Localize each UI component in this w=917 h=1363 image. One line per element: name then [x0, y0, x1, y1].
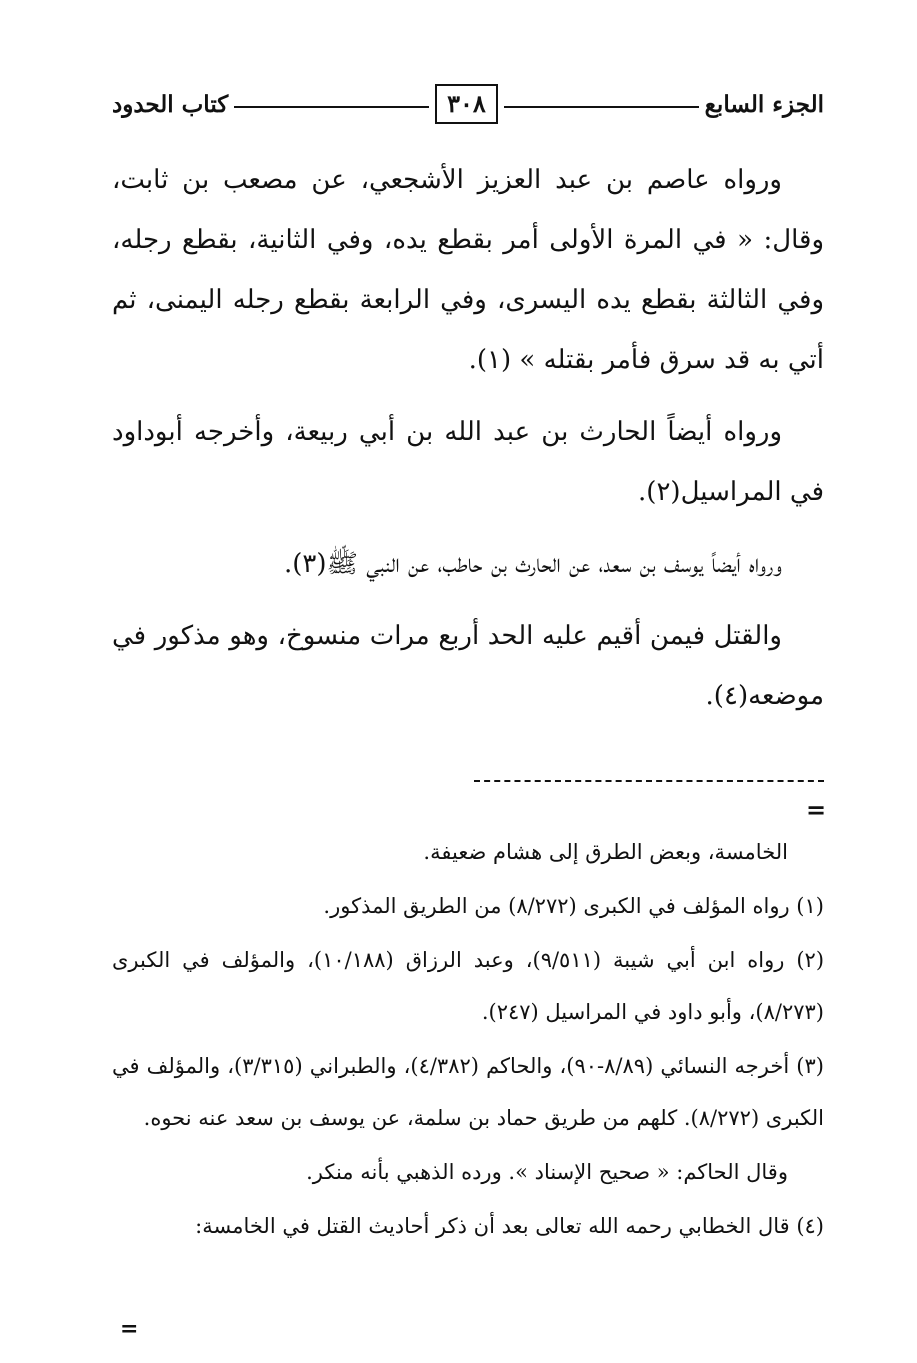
footnote-1: (١) رواه المؤلف في الكبرى (٨/٢٧٢) من الطريق المذكور.	[323, 894, 824, 918]
footnote-3-extra: وقال الحاكم: « صحيح الإسناد ». ورده الذهبي بأنه منكر.	[306, 1160, 788, 1184]
footnote-separator	[474, 780, 824, 782]
paragraph: ورواه أيضاً يوسف بن سعد، عن الحارث بن حاطب، عن النبي ﷺ(٣).	[284, 549, 782, 579]
footnote-3: (٣) أخرجه النسائي (٨/٨٩-٩٠)، والحاكم (٤/٣٨٢)، والطبراني (٣/٣١٥)، والمؤلف في الكبرى (٨/٢٧٢). كلهم من طريق حماد بن سلمة، عن يوسف بن سعد عنه نحوه.	[112, 1054, 824, 1130]
footnote-continued-mark: =	[806, 795, 827, 824]
footnotes	[112, 826, 824, 1254]
paragraph: ورواه أيضاً الحارث بن عبد الله بن أبي ربيعة، وأخرجه أبوداود في المراسيل(٢).	[112, 417, 824, 507]
footnote-continues-mark: =	[120, 1316, 139, 1342]
book-title: كتاب الحدود	[111, 90, 229, 118]
footnote-2: (٢) رواه ابن أبي شيبة (٩/٥١١)، وعبد الرزاق (١٠/١٨٨)، والمؤلف في الكبرى (٨/٢٧٣)، وأبو داود في المراسيل (٢٤٧).	[112, 948, 825, 1024]
footnote-4: (٤) قال الخطابي رحمه الله تعالى بعد أن ذكر أحاديث القتل في الخامسة:	[195, 1214, 824, 1238]
header-rule-right	[504, 106, 699, 108]
page-number: ٣٠٨	[435, 84, 498, 125]
footnote-continuation: الخامسة، وبعض الطرق إلى هشام ضعيفة.	[423, 840, 788, 864]
header-rule-left	[234, 106, 429, 108]
paragraph: ورواه عاصم بن عبد العزيز الأشجعي، عن مصعب بن ثابت، وقال: « في المرة الأولى أمر بقطع يده، وفي الثانية، بقطع رجله، وفي الثالثة بقطع يده اليسرى، وفي الرابعة بقطع رجله اليمنى، ثم أتي به قد سرق فأمر بقتله » (١).	[112, 165, 824, 375]
main-text	[112, 150, 824, 738]
volume-title: الجزء السابع	[704, 90, 824, 118]
paragraph: والقتل فيمن أقيم عليه الحد أربع مرات منسوخ، وهو مذكور في موضعه(٤).	[112, 621, 824, 711]
running-header	[112, 78, 824, 130]
